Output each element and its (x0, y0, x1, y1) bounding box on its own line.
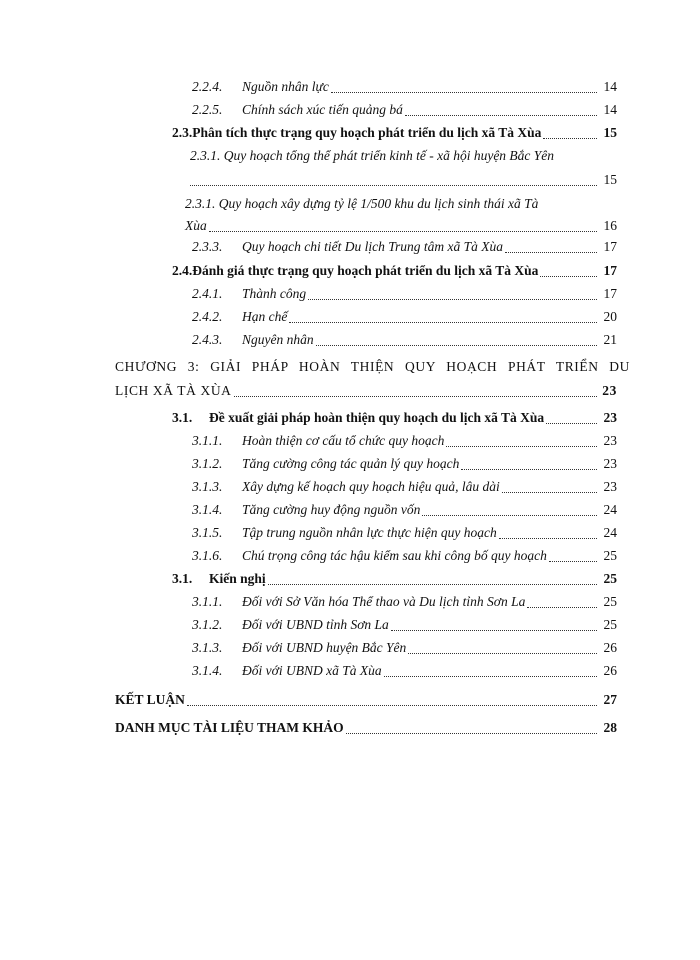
leader-dots (308, 298, 597, 300)
chapter-title-line1[interactable]: CHƯƠNG 3: GIẢI PHÁP HOÀN THIỆN QUY HOẠCH PHÁT TRIỂN DU (115, 359, 630, 374)
toc-section[interactable] (172, 408, 617, 428)
leader-dots (405, 114, 597, 116)
toc-entry-number: 3.1.3. (192, 640, 223, 655)
toc-entry-page: 15 (603, 172, 617, 187)
toc-entry-number: 3.1.6. (192, 548, 223, 563)
leader-dots (234, 395, 597, 397)
leader-dots (502, 491, 597, 493)
toc-section[interactable] (172, 569, 617, 589)
toc-entry-page: 25 (603, 594, 617, 609)
toc-entry-number: 2.3.3. (192, 239, 223, 254)
toc-entry-number: 3.1.1. (192, 594, 223, 609)
leader-dots (391, 629, 597, 631)
toc-entry-number: 3.1.4. (192, 663, 223, 678)
toc-entry-title: Chính sách xúc tiến quảng bá (242, 102, 403, 117)
toc-section-number: 3.1. (172, 571, 193, 586)
leader-dots (505, 251, 597, 253)
toc-entry-page: 24 (603, 525, 617, 540)
toc-section-page: 23 (603, 410, 617, 425)
toc-entry-page: 26 (603, 663, 617, 678)
leader-dots (422, 514, 597, 516)
leader-dots (527, 606, 597, 608)
toc-entry-page: 17 (603, 239, 617, 254)
toc-entry-title-line1[interactable]: 2.3.1. Quy hoạch tổng thể phát triển kinh tế - xã hội huyện Bắc Yên (190, 148, 555, 163)
toc-entry-number: 2.2.5. (192, 102, 223, 117)
toc-entry-page: 24 (603, 502, 617, 517)
toc-entry-number: 2.2.4. (192, 79, 223, 94)
toc-entry[interactable] (192, 523, 617, 543)
toc-entry-page: 17 (603, 286, 617, 301)
toc-entry[interactable] (192, 661, 617, 681)
toc-entry-number: 2.4.1. (192, 286, 223, 301)
toc-entry-page: 26 (603, 640, 617, 655)
toc-entry-page: 20 (603, 309, 617, 324)
toc-entry-title: Xây dựng kế hoạch quy hoạch hiệu quả, lâu dài (242, 479, 500, 494)
toc-entry[interactable] (192, 454, 617, 474)
toc-entry[interactable] (192, 477, 617, 497)
references-page: 28 (603, 720, 617, 735)
toc-entry-title: Hoàn thiện cơ cấu tổ chức quy hoạch (242, 433, 445, 448)
toc-entry-title: Đối với UBND huyện Bắc Yên (242, 640, 407, 655)
toc-entry-number: 3.1.1. (192, 433, 223, 448)
toc-entry[interactable] (192, 431, 617, 451)
toc-entry[interactable] (192, 330, 617, 350)
toc-entry[interactable] (192, 638, 617, 658)
toc-section-title: 2.4.Đánh giá thực trạng quy hoạch phát triển du lịch xã Tà Xùa (172, 263, 539, 278)
references-title: DANH MỤC TÀI LIỆU THAM KHẢO (115, 720, 344, 735)
toc-entry-title: Tăng cường công tác quản lý quy hoạch (242, 456, 460, 471)
toc-entry-page: 25 (603, 617, 617, 632)
toc-entry-number: 2.4.3. (192, 332, 223, 347)
toc-chapter-page: 23 (602, 383, 617, 398)
toc-section-page: 15 (603, 125, 617, 140)
toc-entry[interactable] (192, 615, 617, 635)
toc-entry-number: 3.1.2. (192, 456, 223, 471)
toc-entry-title: Quy hoạch chi tiết Du lịch Trung tâm xã Tà Xùa (242, 239, 503, 254)
toc-entry[interactable] (192, 500, 617, 520)
leader-dots (446, 445, 597, 447)
leader-dots (187, 704, 597, 706)
toc-entry-title: Nguồn nhân lực (242, 79, 329, 94)
toc-entry-page: 23 (603, 433, 617, 448)
toc-entry-title: Tăng cường huy động nguồn vốn (242, 502, 421, 517)
leader-dots (316, 344, 597, 346)
toc-entry[interactable] (192, 237, 617, 257)
toc-entry-title: Hạn chế (242, 309, 288, 324)
toc-chapter[interactable] (115, 381, 617, 401)
toc-section-title: Đề xuất giải pháp hoàn thiện quy hoạch du lịch xã Tà Xùa (209, 410, 545, 425)
leader-dots (549, 560, 597, 562)
toc-entry-title: Thành công (242, 286, 307, 301)
leader-dots (540, 275, 597, 277)
toc-entry[interactable] (190, 170, 617, 190)
toc-entry-title: Chú trọng công tác hậu kiểm sau khi công bố quy hoạch (242, 548, 547, 563)
toc-entry-title: Tập trung nguồn nhân lực thực hiện quy hoạch (242, 525, 497, 540)
leader-dots (289, 321, 597, 323)
chapter-title-line2: LỊCH XÃ TÀ XÙA (115, 383, 232, 398)
toc-entry-page: 23 (603, 456, 617, 471)
toc-conclusion[interactable] (115, 690, 617, 710)
toc-entry-title: Đối với UBND xã Tà Xùa (242, 663, 382, 678)
toc-entry[interactable] (192, 307, 617, 327)
toc-entry[interactable] (185, 216, 617, 236)
leader-dots (384, 675, 597, 677)
toc-section-page: 25 (603, 571, 617, 586)
toc-entry[interactable] (192, 100, 617, 120)
leader-dots (346, 732, 597, 734)
leader-dots (461, 468, 597, 470)
toc-entry[interactable] (192, 284, 617, 304)
leader-dots (543, 137, 597, 139)
toc-section-title: 2.3.Phân tích thực trạng quy hoạch phát triển du lịch xã Tà Xùa (172, 125, 542, 140)
leader-dots (190, 184, 597, 186)
toc-entry-page: 25 (603, 548, 617, 563)
toc-entry[interactable] (192, 592, 617, 612)
toc-section[interactable] (172, 261, 617, 281)
leader-dots (268, 583, 597, 585)
toc-section-page: 17 (603, 263, 617, 278)
toc-references[interactable] (115, 718, 617, 738)
toc-section-title: Kiến nghị (209, 571, 266, 586)
toc-section[interactable] (172, 123, 617, 143)
toc-entry[interactable] (192, 546, 617, 566)
conclusion-page: 27 (603, 692, 617, 707)
toc-entry-page: 14 (603, 102, 617, 117)
toc-entry-page: 14 (603, 79, 617, 94)
toc-entry-title-line1[interactable]: 2.3.1. Quy hoạch xây dựng tỷ lệ 1/500 khu du lịch sinh thái xã Tà (185, 196, 539, 211)
toc-entry-number: 3.1.3. (192, 479, 223, 494)
toc-entry-title-line2: Xùa (185, 218, 207, 233)
toc-entry-number: 3.1.2. (192, 617, 223, 632)
toc-entry-title: Nguyên nhân (242, 332, 314, 347)
leader-dots (408, 652, 597, 654)
toc-entry-number: 2.4.2. (192, 309, 223, 324)
toc-entry-number: 3.1.5. (192, 525, 223, 540)
leader-dots (331, 91, 597, 93)
toc-entry-page: 16 (603, 218, 617, 233)
leader-dots (546, 422, 597, 424)
toc-entry-page: 21 (603, 332, 617, 347)
toc-entry-title: Đối với UBND tỉnh Sơn La (242, 617, 389, 632)
toc-entry-title: Đối với Sở Văn hóa Thể thao và Du lịch tỉnh Sơn La (242, 594, 526, 609)
toc-section-number: 3.1. (172, 410, 193, 425)
leader-dots (209, 230, 597, 232)
leader-dots (499, 537, 597, 539)
toc-entry-page: 23 (603, 479, 617, 494)
toc-entry[interactable] (192, 77, 617, 97)
conclusion-title: KẾT LUẬN (115, 692, 185, 707)
toc-entry-number: 3.1.4. (192, 502, 223, 517)
